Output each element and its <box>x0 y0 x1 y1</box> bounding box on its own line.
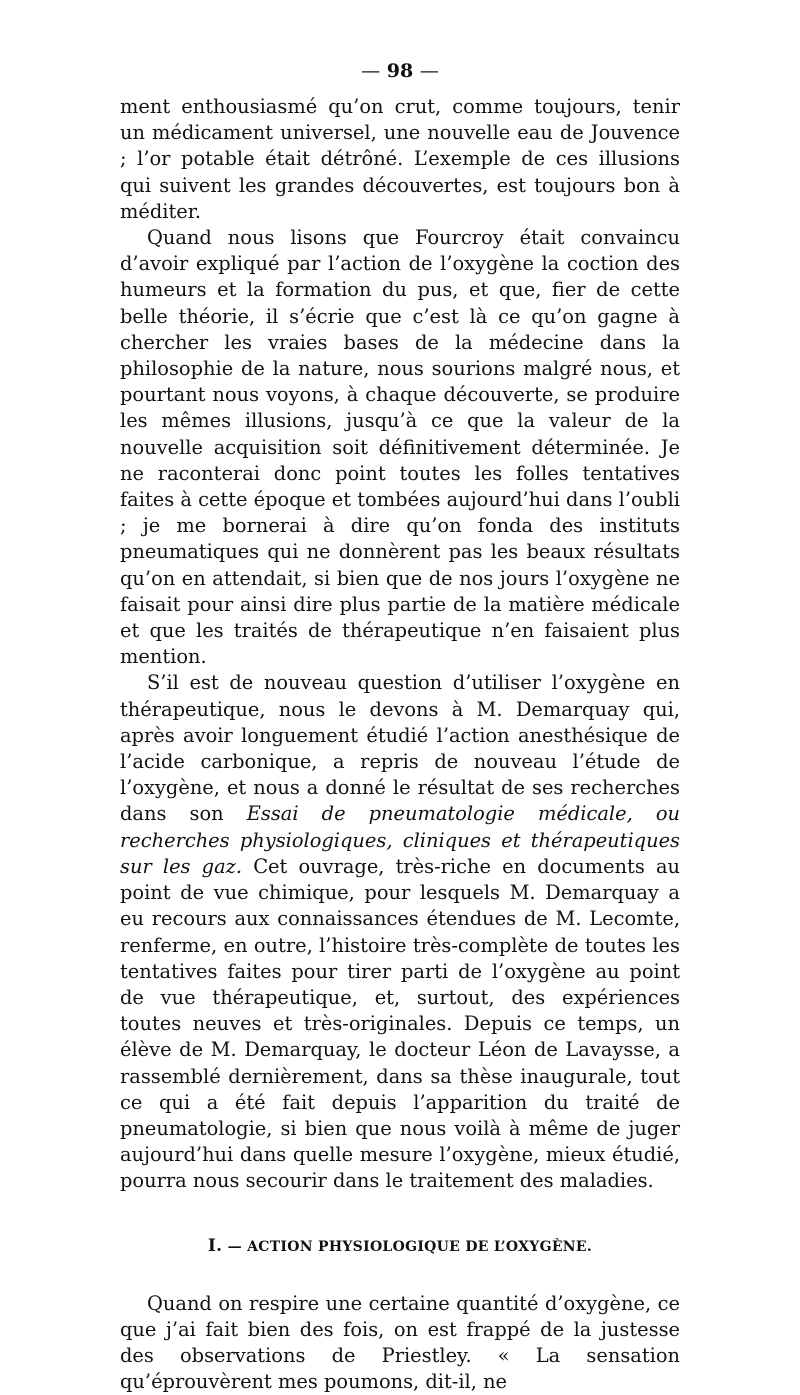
page-number-value: 98 <box>386 60 414 82</box>
book-title-italic: Essai de pneumatologie médicale, ou recherches physiologiques, cliniques et thérapeutiques sur les gaz. <box>120 802 680 878</box>
paragraph-priestley: Quand on respire une certaine quantité d’oxygène, ce que j’ai fait bien des fois, on est frappé de la justesse des observations de Priestley. « La sensation qu’éprouvèrent mes poumons, dit-il, ne <box>120 1291 680 1394</box>
section-heading <box>120 1236 680 1257</box>
page-number-dash-right: — <box>419 60 439 82</box>
paragraph-demarquay-text-after: Cet ouvrage, très-riche en documents au point de vue chimique, pour lesquels M. Demarquay a eu recours aux connaissances étendues de M. Lecomte, renferme, en outre, l’histoire très-complète de toutes les tentatives faites pour tirer parti de l’oxygène au point de vue thérapeutique, et, surtout, des expériences toutes neuves et très-originales. Depuis ce temps, un élève de M. Demarquay, le docteur Léon de Lavaysse, a rassemblé dernièrement, dans sa thèse inaugurale, tout ce qui a été fait depuis l’apparition du traité de pneumatologie, si bien que nous voilà à même de juger aujourd’hui dans quelle mesure l’oxygène, mieux étudié, pourra nous secourir dans le traitement des maladies. <box>120 854 680 1193</box>
book-page <box>120 58 680 1395</box>
section-dash: — <box>227 1238 242 1255</box>
page-number-dash-left: — <box>361 60 381 82</box>
paragraph-fourcroy: Quand nous lisons que Fourcroy était convaincu d’avoir expliqué par l’action de l’oxygène la coction des humeurs et la formation du pus, et que, fier de cette belle théorie, il s’écrie que c’est là ce qu’on gagne à chercher les vraies bases de la médecine dans la philosophie de la nature, nous sourions malgré nous, et pourtant nous voyons, à chaque découverte, se produire les mêmes illusions, jusqu’à ce que la valeur de la nouvelle acquisition soit définitivement déterminée. Je ne raconterai donc point toutes les folles tentatives faites à cette époque et tombées aujourd’hui dans l’oubli ; je me bornerai à dire qu’on fonda des instituts pneumatiques qui ne donnèrent pas les beaux résultats qu’on en attendait, si bien que de nos jours l’oxygène ne faisait pour ainsi dire plus partie de la matière médicale et que les traités de thérapeutique n’en faisaient plus mention. <box>120 226 680 669</box>
section-number: I. <box>207 1235 223 1256</box>
page-number <box>120 58 680 90</box>
paragraph-demarquay <box>120 670 680 1194</box>
section-title: ACTION PHYSIOLOGIQUE DE L’OXYGÈNE. <box>247 1238 593 1255</box>
paragraph-demarquay-text-before: S’il est de nouveau question d’utiliser l’oxygène en thérapeutique, nous le devons à M. Demarquay qui, après avoir longuement étudié l’action anesthésique de l’acide carbonique, a repris de nouveau l’étude de l’oxygène, et nous a donné le résultat de ses recherches dans son <box>120 671 680 826</box>
paragraph-continuation: ment enthousiasmé qu’on crut, comme toujours, tenir un médicament universel, une nouvelle eau de Jouvence ; l’or potable était détrôné. L’exemple de ces illusions qui suivent les grandes découvertes, est toujours bon à méditer. <box>120 95 680 223</box>
